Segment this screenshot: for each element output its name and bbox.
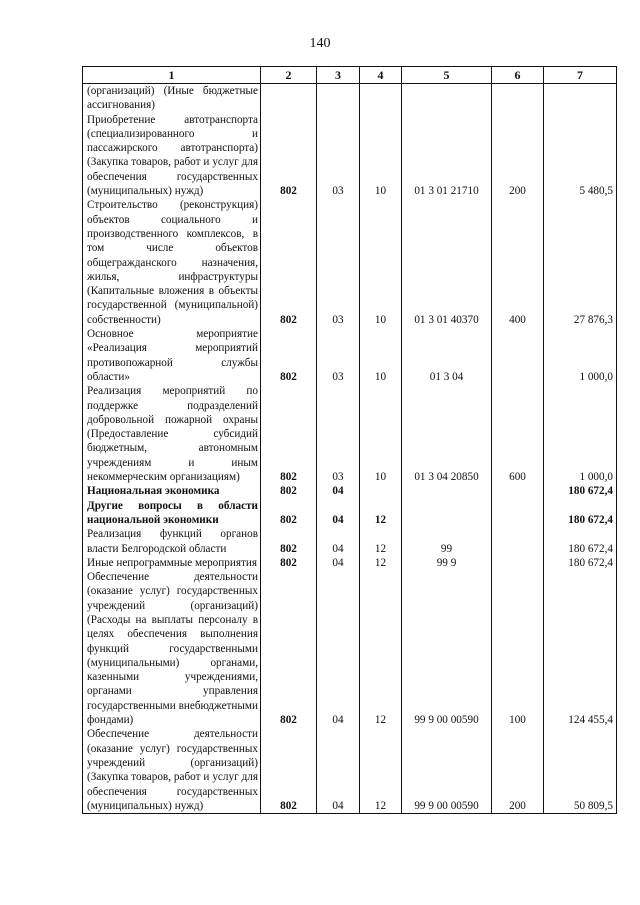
row-target-article: 01 3 04 (402, 327, 492, 384)
row-amount: 180 672,4 (544, 556, 617, 570)
row-subsection: 12 (360, 570, 402, 727)
table-row (83, 484, 617, 498)
row-amount: 1 000,0 (544, 327, 617, 384)
page-number: 140 (309, 36, 331, 51)
header-col-4: 4 (360, 67, 402, 84)
row-amount: 27 876,3 (544, 198, 617, 327)
row-section: 03 (317, 113, 360, 199)
row-target-article (402, 484, 492, 498)
row-expense-type: 600 (492, 384, 544, 484)
row-expense-type: 200 (492, 727, 544, 813)
row-amount: 50 809,5 (544, 727, 617, 813)
table-row (83, 384, 617, 484)
row-section: 04 (317, 484, 360, 498)
row-section: 03 (317, 327, 360, 384)
row-expense-type: 200 (492, 113, 544, 199)
row-subsection: 10 (360, 113, 402, 199)
row-section: 04 (317, 527, 360, 556)
header-col-3: 3 (317, 67, 360, 84)
row-description: Реализация функций органов власти Белгородской области (83, 527, 261, 556)
row-expense-type (492, 484, 544, 498)
table-row (83, 727, 617, 813)
row-subsection: 10 (360, 384, 402, 484)
row-section: 04 (317, 499, 360, 528)
budget-table (82, 66, 617, 814)
row-expense-type (492, 327, 544, 384)
row-description: Обеспечение деятельности (оказание услуг) государственных учреждений (организаций) (Расходы на выплаты персоналу в целях обеспечения выполнения функций государственными (муниципальными) органами, казенными учреждениями, органами управления государственными внебюджетными фондами) (83, 570, 261, 727)
row-expense-type: 400 (492, 198, 544, 327)
table-row (83, 556, 617, 570)
table-row (83, 327, 617, 384)
row-admin-code: 802 (261, 499, 317, 528)
table-row (83, 198, 617, 327)
row-amount (544, 84, 617, 113)
row-admin-code: 802 (261, 556, 317, 570)
row-expense-type (492, 84, 544, 113)
row-subsection: 10 (360, 327, 402, 384)
row-subsection (360, 84, 402, 113)
row-section: 03 (317, 384, 360, 484)
row-description: Национальная экономика (83, 484, 261, 498)
row-target-article: 99 9 (402, 556, 492, 570)
row-amount: 180 672,4 (544, 484, 617, 498)
row-admin-code: 802 (261, 484, 317, 498)
row-amount: 5 480,5 (544, 113, 617, 199)
row-target-article: 01 3 01 21710 (402, 113, 492, 199)
table-body (83, 84, 617, 814)
row-subsection: 12 (360, 556, 402, 570)
row-description: Строительство (реконструкция) объектов социального и производственного комплексов, в том числе объектов общегражданского назначения, жилья, инфраструктуры (Капитальные вложения в объекты государственной (муниципальной) собственности) (83, 198, 261, 327)
row-admin-code: 802 (261, 527, 317, 556)
row-admin-code: 802 (261, 727, 317, 813)
row-description: Другие вопросы в области национальной экономики (83, 499, 261, 528)
table-row (83, 570, 617, 727)
table-row (83, 499, 617, 528)
row-section: 04 (317, 570, 360, 727)
row-amount: 180 672,4 (544, 499, 617, 528)
row-section (317, 84, 360, 113)
row-admin-code: 802 (261, 570, 317, 727)
row-admin-code (261, 84, 317, 113)
row-expense-type: 100 (492, 570, 544, 727)
row-amount: 180 672,4 (544, 527, 617, 556)
row-description: Иные непрограммные мероприятия (83, 556, 261, 570)
row-description: Реализация мероприятий по поддержке подразделений добровольной пожарной охраны (Предоставление субсидий бюджетным, автономным учреждениям и иным некоммерческим организациям) (83, 384, 261, 484)
row-target-article: 99 9 00 00590 (402, 727, 492, 813)
row-target-article: 99 9 00 00590 (402, 570, 492, 727)
table-row (83, 113, 617, 199)
row-target-article: 01 3 04 20850 (402, 384, 492, 484)
row-target-article: 01 3 01 40370 (402, 198, 492, 327)
row-admin-code: 802 (261, 384, 317, 484)
row-description: (организаций) (Иные бюджетные ассигнования) (83, 84, 261, 113)
row-subsection: 12 (360, 727, 402, 813)
row-target-article: 99 (402, 527, 492, 556)
row-subsection: 12 (360, 499, 402, 528)
row-amount: 124 455,4 (544, 570, 617, 727)
header-col-6: 6 (492, 67, 544, 84)
row-admin-code: 802 (261, 113, 317, 199)
row-section: 03 (317, 198, 360, 327)
row-description: Обеспечение деятельности (оказание услуг) государственных учреждений (организаций) (Закупка товаров, работ и услуг для обеспечения государственных (муниципальных) нужд) (83, 727, 261, 813)
header-col-5: 5 (402, 67, 492, 84)
header-col-1: 1 (83, 67, 261, 84)
row-admin-code: 802 (261, 327, 317, 384)
table-row (83, 527, 617, 556)
header-col-2: 2 (261, 67, 317, 84)
row-subsection: 12 (360, 527, 402, 556)
row-expense-type (492, 499, 544, 528)
table-header-row (83, 67, 617, 84)
row-section: 04 (317, 556, 360, 570)
row-admin-code: 802 (261, 198, 317, 327)
row-target-article (402, 84, 492, 113)
row-description: Приобретение автотранспорта (специализированного и пассажирского автотранспорта) (Закупка товаров, работ и услуг для обеспечения государственных (муниципальных) нужд) (83, 113, 261, 199)
row-amount: 1 000,0 (544, 384, 617, 484)
row-description: Основное мероприятие «Реализация мероприятий противопожарной службы области» (83, 327, 261, 384)
row-section: 04 (317, 727, 360, 813)
row-expense-type (492, 556, 544, 570)
header-col-7: 7 (544, 67, 617, 84)
row-expense-type (492, 527, 544, 556)
row-subsection (360, 484, 402, 498)
table-row (83, 84, 617, 113)
row-target-article (402, 499, 492, 528)
row-subsection: 10 (360, 198, 402, 327)
